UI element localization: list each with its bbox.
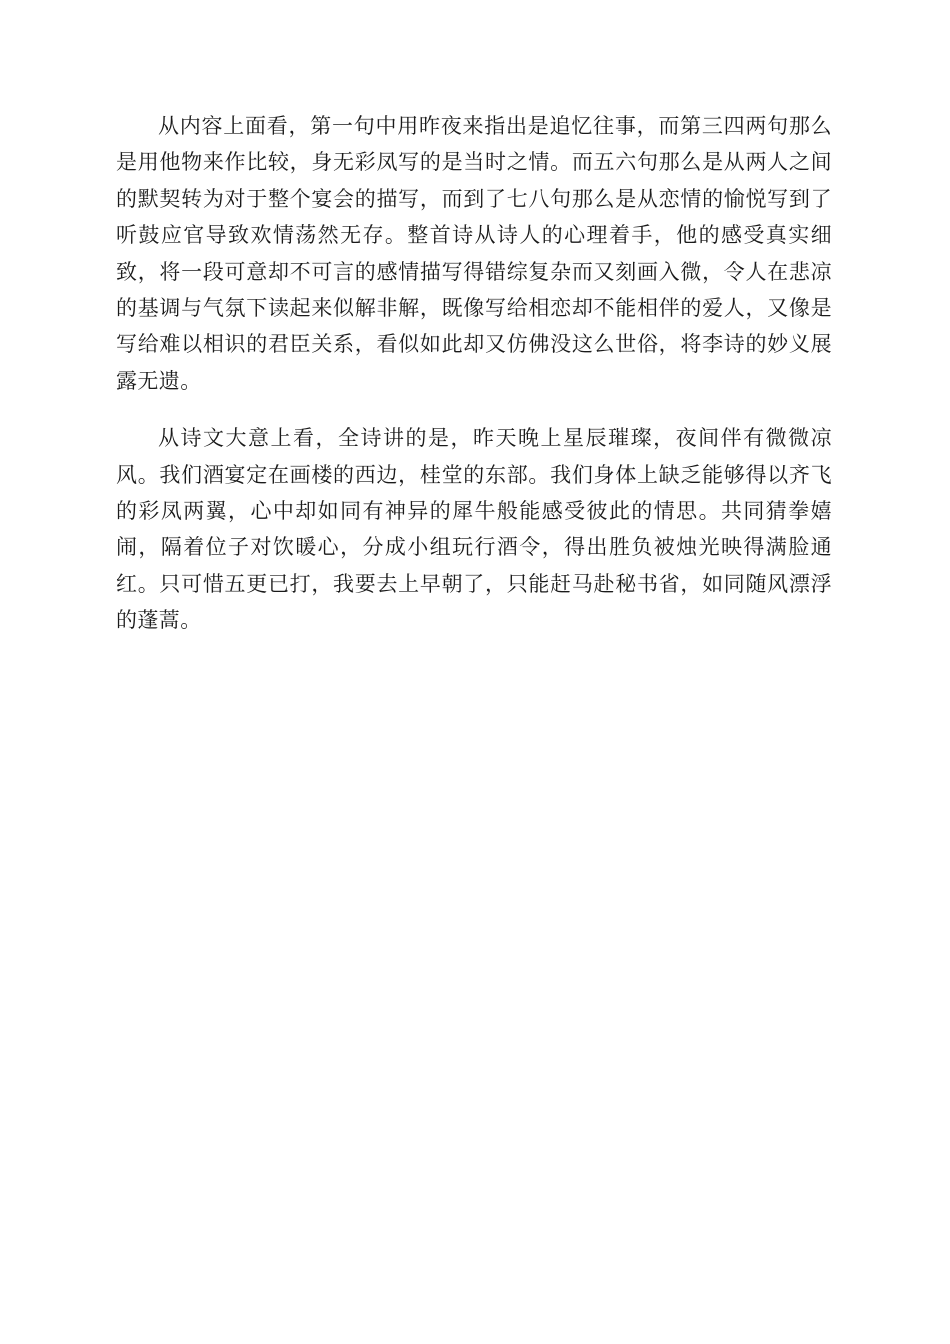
document-body bbox=[116, 108, 832, 639]
paragraph-2: 从诗文大意上看，全诗讲的是，昨天晚上星辰璀璨，夜间伴有微微凉风。我们酒宴定在画楼的西边，桂堂的东部。我们身体上缺乏能够得以齐飞的彩凤两翼，心中却如同有神异的犀牛般能感受彼此的情思。共同猜拳嬉闹，隔着位子对饮暖心，分成小组玩行酒令，得出胜负被烛光映得满脸通红。只可惜五更已打，我要去上早朝了，只能赶马赴秘书省，如同随风漂浮的蓬蒿。 bbox=[116, 426, 832, 633]
paragraph-1: 从内容上面看，第一句中用昨夜来指出是追忆往事，而第三四两句那么是用他物来作比较，身无彩凤写的是当时之情。而五六句那么是从两人之间的默契转为对于整个宴会的描写，而到了七八句那么是从恋情的愉悦写到了听鼓应官导致欢情荡然无存。整首诗从诗人的心理着手，他的感受真实细致，将一段可意却不可言的感情描写得错综复杂而又刻画入微，令人在悲凉的基调与气氛下读起来似解非解，既像写给相恋却不能相伴的爱人，又像是写给难以相识的君臣关系，看似如此却又仿佛没这么世俗，将李诗的妙义展露无遗。 bbox=[116, 114, 832, 393]
